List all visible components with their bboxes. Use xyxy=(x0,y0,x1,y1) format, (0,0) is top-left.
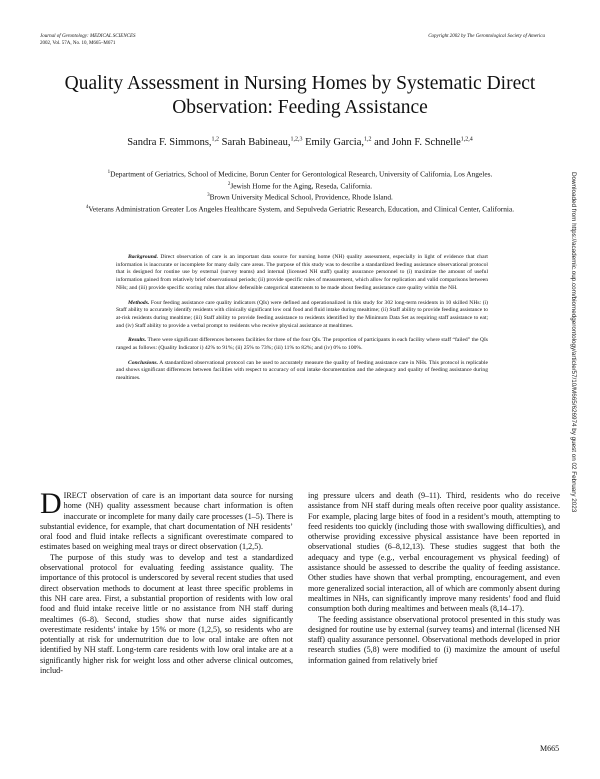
body-paragraph: DIRECT observation of care is an important data source for nursing home (NH) quality assessment because chart information is often inaccurate or incomplete for many daily care processes (1–5). There is substantial evidence, for example, that chart documentation of NH residents’ oral food and fluid intake reflects a significant overestimate compared to estimates based on weighing meal trays or direct observation (1,2,5). xyxy=(40,487,293,552)
affiliation: $^3$Brown University Medical School, Providence, Rhode Island. xyxy=(207,192,393,202)
author-list xyxy=(40,133,560,149)
affiliations xyxy=(40,168,560,215)
author: and John F. Schnelle$^{1,2,4}$ xyxy=(374,136,473,148)
affiliation: $^1$Department of Geriatrics, School of Medicine, Borun Center for Gerontological Research, University of California, Los Angeles. xyxy=(107,169,493,179)
abstract-methods: Methods. Four feeding assistance care quality indicators (QIs) were defined and operationalized in this study for 302 long-term residents in 10 skilled NHs: (i) Staff ability to accurately identify residents with clinically significant low oral food and fluid intake during mealtime; (ii) Staff ability to provide feeding assistance to at-risk residents during mealtime; (iii) Staff ability to provide feeding assistance to residents identified by the Minimum Data Set as requiring staff assistance to eat; and (iv) Staff ability to provide a verbal prompt to residents who receive physical assistance at mealtimes. xyxy=(116,299,488,329)
download-link-text[interactable]: Downloaded from https://academic.oup.com/biomedgerontology/article/57/10/M665/626974 by guest on 02 February 2023 xyxy=(570,172,577,513)
journal-volume: 2002, Vol. 57A, No. 10, M665–M671 xyxy=(40,41,116,46)
abstract-results: Results. There were significant differences between facilities for three of the four QIs. The proportion of participants in each facility where staff “failed” the QIs ranged as follows: (Quality Indicator i) 42% to 91%; (ii) 25% to 73%; (iii) 11% to 82%; and (iv) 0% to 100%. xyxy=(116,337,488,352)
article-title: Quality Assessment in Nursing Homes by Systematic Direct Observation: Feeding Assistance xyxy=(64,73,536,118)
journal-header xyxy=(40,33,136,47)
affiliation: $^4$Veterans Administration Greater Los Angeles Healthcare System, and Sepulveda Geriatric Research, Education, and Clinical Center, California. xyxy=(85,204,515,214)
page-number: M665 xyxy=(540,744,560,753)
drop-cap: D xyxy=(40,487,62,520)
body-paragraph: The feeding assistance observational protocol presented in this study was designed for routine use by external (survey teams) and internal (licensed NH staff) quality assurance personnel. Observational methods developed in prior research studies (5,8) were modified to (i) maximize the amount of useful information gained from relatively brief xyxy=(308,614,560,665)
copyright-notice: Copyright 2002 by The Gerontological Society of America xyxy=(428,34,545,39)
journal-name: Journal of Gerontology: MEDICAL SCIENCES xyxy=(40,34,136,39)
body-column-left xyxy=(40,487,293,676)
author: Emily Garcia,$^{1,2}$ xyxy=(305,136,372,148)
download-watermark xyxy=(570,172,587,602)
body-column-right xyxy=(308,491,560,666)
author: Sarah Babineau,$^{1,2,3}$ xyxy=(221,136,303,148)
author: Sandra F. Simmons,$^{1,2}$ xyxy=(127,136,220,148)
abstract-conclusions: Conclusions. A standardized observational protocol can be used to accurately measure the quality of feeding assistance care in NHs. This protocol is replicable and shows significant differences between facilities with respect to accuracy of oral intake documentation and the adequacy and quality of feeding assistance during mealtimes. xyxy=(116,359,488,382)
body-paragraph: The purpose of this study was to develop and test a standardized observational protocol for evaluating feeding assistance quality. The importance of this protocol is underscored by several recent studies that used direct observation methods to document at least three specific problems in this NH care area. First, a substantial proportion of residents with low oral food and fluid intake receive little or no assistance from NH staff during mealtimes (6–8). Second, studies show that nurse aides significantly overestimate residents’ intake by 15% or more (1,2,5), so residents who are potentially at risk for undernutrition due to low oral intake are often not identified by NH staff. Long-term care residents with low oral intake are at a significantly higher risk for weight loss and other adverse clinical outcomes, includ- xyxy=(40,552,293,676)
abstract xyxy=(116,254,488,390)
body-paragraph: ing pressure ulcers and death (9–11). Third, residents who do receive assistance from NH staff during meals often receive poor quality assistance. For example, placing large bites of food in a resident’s mouth, attempting to feed residents too quickly (including those with swallowing difficulties), and otherwise providing excessive physical assistance have been reported in observational studies (6–8,12,13). These studies suggest that both the adequacy and type (e.g., verbal encouragement vs physical feeding) of assistance should be assessed to describe the quality of feeding assistance. Other studies have shown that verbal prompting, encouragement, and even more generalized social interaction, all of which are commonly absent during mealtimes in NHs, can significantly improve many residents’ food and fluid consumption both during mealtimes and between meals (8,14–17). xyxy=(308,491,560,614)
affiliation: $^2$Jewish Home for the Aging, Reseda, California. xyxy=(227,181,373,191)
abstract-background: Background. Direct observation of care is an important data source for nursing home (NH) quality assessment, especially in light of evidence that chart information is inaccurate or incomplete for many daily care areas. The purpose of this study was to describe a standardized feeding assistance observational protocol that is designed for routine use by external (survey teams) and internal (licensed NH staff) quality assurance personnel to (i) maximize the amount of useful information gained from relatively brief observational periods; (ii) provide specific rules of measurement, which allow for replication and valid comparisons between NHs; and (iii) provide specific scoring rules that allow defensible categorical statements to be made about feeding assistance care quality within the NH. xyxy=(116,254,488,291)
